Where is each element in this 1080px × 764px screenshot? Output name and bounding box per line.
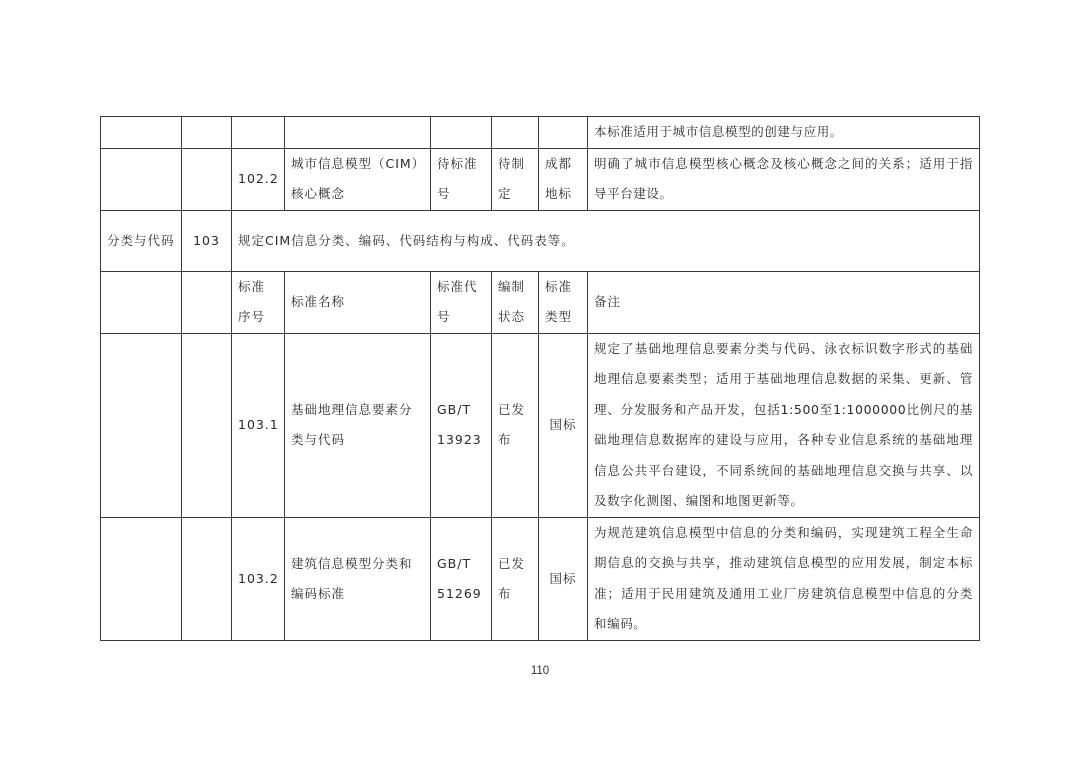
name-cell — [285, 117, 431, 149]
note-cell: 规定了基础地理信息要素分类与代码、泳衣标识数字形式的基础地理信息要素类型；适用于基础地理信息数据的采集、更新、管理、分发服务和产品开发，包括1:500至1:1000000比例尺的基础地理信息数据库的建设与应用，各种专业信息系统的基础地理信息公共平台建设，不同系统间的基础地理信息交换与共享、以及数字化测图、编图和地图更新等。 — [588, 333, 980, 517]
header-type: 标准类型 — [539, 271, 588, 333]
table-header-row — [101, 271, 980, 333]
category-cell — [101, 333, 182, 517]
note-cell: 本标准适用于城市信息模型的创建与应用。 — [588, 117, 980, 149]
status-cell — [492, 117, 539, 149]
id-cell — [182, 333, 232, 517]
note-cell: 明确了城市信息模型核心概念及核心概念之间的关系；适用于指导平台建设。 — [588, 148, 980, 210]
type-cell: 国标 — [539, 517, 588, 640]
table-row — [101, 517, 980, 640]
type-cell: 国标 — [539, 333, 588, 517]
header-name: 标准名称 — [285, 271, 431, 333]
id-cell — [182, 117, 232, 149]
name-cell: 基础地理信息要素分类与代码 — [285, 333, 431, 517]
category-cell: 分类与代码 — [101, 210, 182, 271]
note-cell: 为规范建筑信息模型中信息的分类和编码，实现建筑工程全生命期信息的交换与共享，推动建筑信息模型的应用发展，制定本标准；适用于民用建筑及通用工业厂房建筑信息模型中信息的分类和编码。 — [588, 517, 980, 640]
seq-cell: 103.2 — [232, 517, 285, 640]
code-cell: 待标准号 — [431, 148, 492, 210]
header-status: 编制状态 — [492, 271, 539, 333]
code-cell: GB/T 51269 — [431, 517, 492, 640]
type-cell — [539, 117, 588, 149]
category-cell — [101, 271, 182, 333]
type-cell: 成都地标 — [539, 148, 588, 210]
id-cell: 103 — [182, 210, 232, 271]
table-row — [101, 148, 980, 210]
name-cell: 建筑信息模型分类和编码标准 — [285, 517, 431, 640]
table-row — [101, 333, 980, 517]
header-code: 标准代号 — [431, 271, 492, 333]
table-row — [101, 210, 980, 271]
header-seq: 标准序号 — [232, 271, 285, 333]
code-cell: GB/T 13923 — [431, 333, 492, 517]
status-cell: 待制定 — [492, 148, 539, 210]
status-cell: 已发布 — [492, 333, 539, 517]
header-note: 备注 — [588, 271, 980, 333]
page-number: 110 — [530, 665, 550, 677]
seq-cell: 103.1 — [232, 333, 285, 517]
category-cell — [101, 117, 182, 149]
code-cell — [431, 117, 492, 149]
seq-cell — [232, 117, 285, 149]
description-cell: 规定CIM信息分类、编码、代码结构与构成、代码表等。 — [232, 210, 980, 271]
name-cell: 城市信息模型（CIM）核心概念 — [285, 148, 431, 210]
status-cell: 已发布 — [492, 517, 539, 640]
seq-cell: 102.2 — [232, 148, 285, 210]
category-cell — [101, 148, 182, 210]
id-cell — [182, 271, 232, 333]
id-cell — [182, 148, 232, 210]
category-cell — [101, 517, 182, 640]
id-cell — [182, 517, 232, 640]
table-row — [101, 117, 980, 149]
standards-table — [100, 116, 980, 641]
